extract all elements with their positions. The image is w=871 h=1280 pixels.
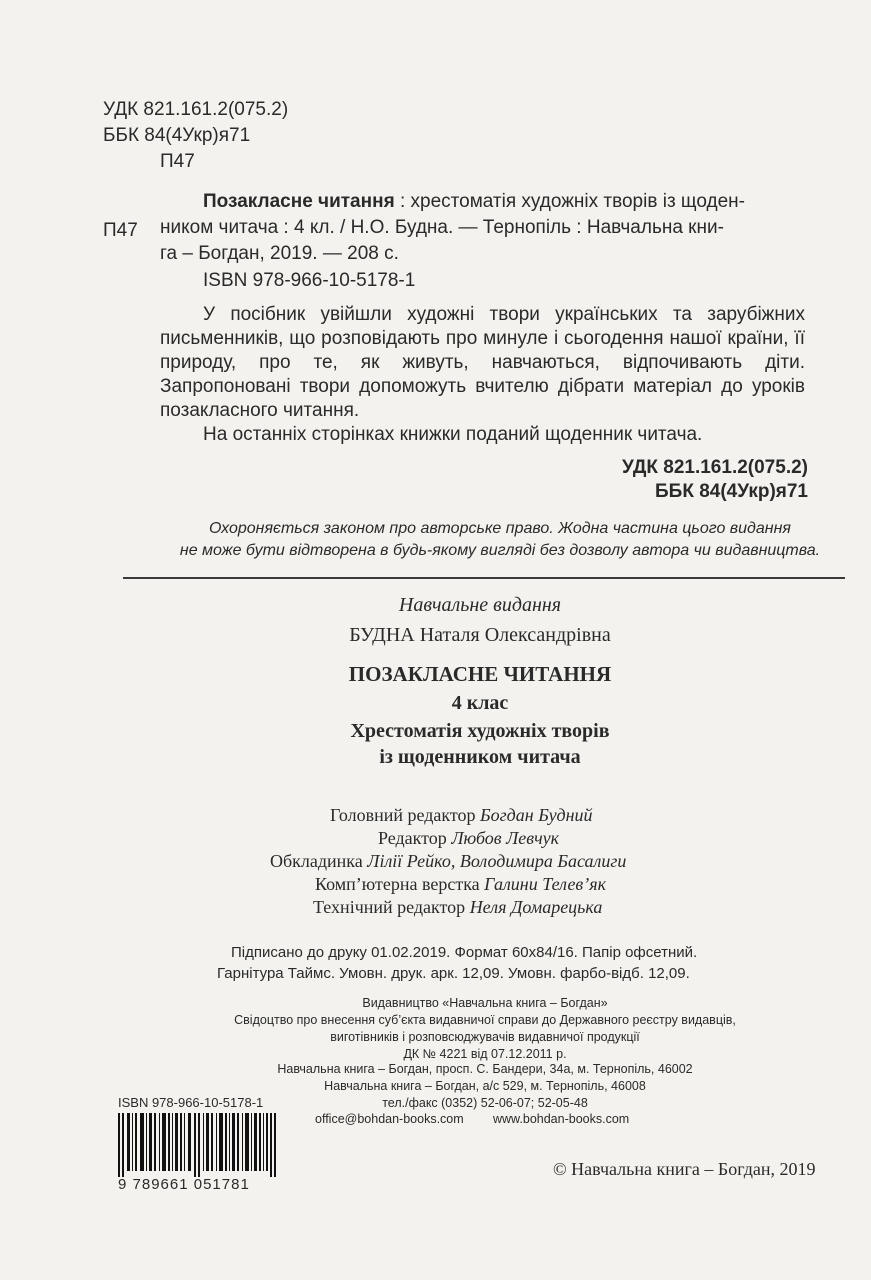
udc-code: УДК 821.161.2(075.2) [103, 99, 289, 120]
annotation [160, 303, 805, 447]
author-full-name: БУДНА Наталя Олександрівна [349, 624, 611, 646]
bib-title: Позакласне читання [203, 191, 395, 212]
credit-role: Редактор [378, 828, 452, 848]
print-info-line-1: Підписано до друку 01.02.2019. Формат 60х84/16. Папір офсетний. [231, 944, 698, 961]
credit-chief-editor [330, 804, 593, 826]
publisher-email: office@bohdan-books.com [315, 1112, 464, 1126]
print-info-line-2: Гарнітура Таймс. Умовн. друк. арк. 12,09. Умовн. фарбо-відб. 12,09. [217, 965, 690, 982]
copyright-note-line-2: не може бути відтворена в будь-якому вигляді без дозволу автора чи видавництва. [179, 542, 821, 559]
credit-role: Обкладинка [270, 851, 368, 871]
bib-line-3: га – Богдан, 2019. — 208 с. [160, 243, 399, 264]
credit-layout [315, 873, 606, 895]
credit-name: Богдан Будний [480, 805, 593, 825]
title-caps: ПОЗАКЛАСНЕ ЧИТАННЯ [348, 662, 612, 686]
author-mark-left: П47 [103, 220, 138, 241]
subtitle-line-2: із щоденником читача [379, 746, 581, 768]
credit-editor [378, 827, 559, 849]
credit-name: Любов Левчук [451, 828, 560, 848]
publisher-dk: ДК № 4221 від 07.12.2011 р. [403, 1047, 567, 1061]
publisher-certificate-cont: виготівників і розповсюджувачів видавничої продукції [330, 1030, 640, 1044]
udc-code-right: УДК 821.161.2(075.2) [622, 457, 808, 478]
subtitle-line-1: Хрестоматія художніх творів [350, 720, 610, 742]
credit-role: Головний редактор [330, 805, 481, 825]
author-mark: П47 [160, 151, 195, 172]
bbk-code: ББК 84(4Укр)я71 [103, 125, 251, 146]
edition-type: Навчальне видання [398, 594, 562, 616]
bbk-code-right: ББК 84(4Укр)я71 [655, 481, 808, 502]
credit-name: Неля Домарецька [469, 897, 603, 917]
divider-line [123, 577, 845, 579]
credit-name: Лілії Рейко, Володимира Басалиги [367, 851, 627, 871]
copyright-bottom: © Навчальна книга – Богдан, 2019 [553, 1159, 816, 1179]
bib-line-2: ником читача : 4 кл. / Н.О. Будна. — Тернопіль : Навчальна кни- [160, 217, 724, 238]
annotation-paragraph-2: На останніх сторінках книжки поданий щоденник читача. [203, 424, 703, 445]
publisher-address-2: Навчальна книга – Богдан, а/с 529, м. Тернопіль, 46008 [324, 1079, 646, 1093]
credit-tech-editor [313, 896, 602, 918]
barcode-isbn-label: ISBN 978-966-10-5178-1 [118, 1095, 264, 1110]
publisher-name: Видавництво «Навчальна книга – Богдан» [362, 996, 608, 1010]
publisher-certificate: Свідоцтво про внесення суб’єкта видавничої справи до Державного реєстру видавців, [234, 1013, 736, 1027]
bib-line-1-rest: : хрестоматія художніх творів із щоден- [394, 191, 745, 212]
credit-name: Галини Телев’як [484, 874, 607, 894]
copyright-note [170, 518, 830, 562]
bib-line-1 [203, 190, 745, 214]
publisher-website: www.bohdan-books.com [493, 1112, 630, 1126]
publisher-phone: тел./факс (0352) 52-06-07; 52-05-48 [382, 1096, 588, 1110]
barcode-icon [118, 1113, 276, 1177]
bib-isbn: ISBN 978-966-10-5178-1 [203, 270, 416, 291]
credit-cover [270, 850, 626, 872]
annotation-paragraph-1: У посібник увійшли художні твори українських та зарубіжних письменників, що розповідають про минуле і сьогодення нашої країни, її природу, про те, як живуть, навчаються, відпочивають діти. Запропоновані твори допоможуть вчителю дібрати матеріал до уроків позакласного читання. [160, 304, 805, 421]
publisher-address-1: Навчальна книга – Богдан, просп. С. Бандери, 34а, м. Тернопіль, 46002 [277, 1062, 693, 1076]
copyright-note-line-1: Охороняється законом про авторське право. Жодна частина цього видання [209, 520, 791, 537]
barcode-digits: 9 789661 051781 [118, 1176, 250, 1193]
credit-role: Комп’ютерна верстка [315, 874, 485, 894]
grade: 4 клас [451, 692, 509, 714]
credit-role: Технічний редактор [313, 897, 470, 917]
